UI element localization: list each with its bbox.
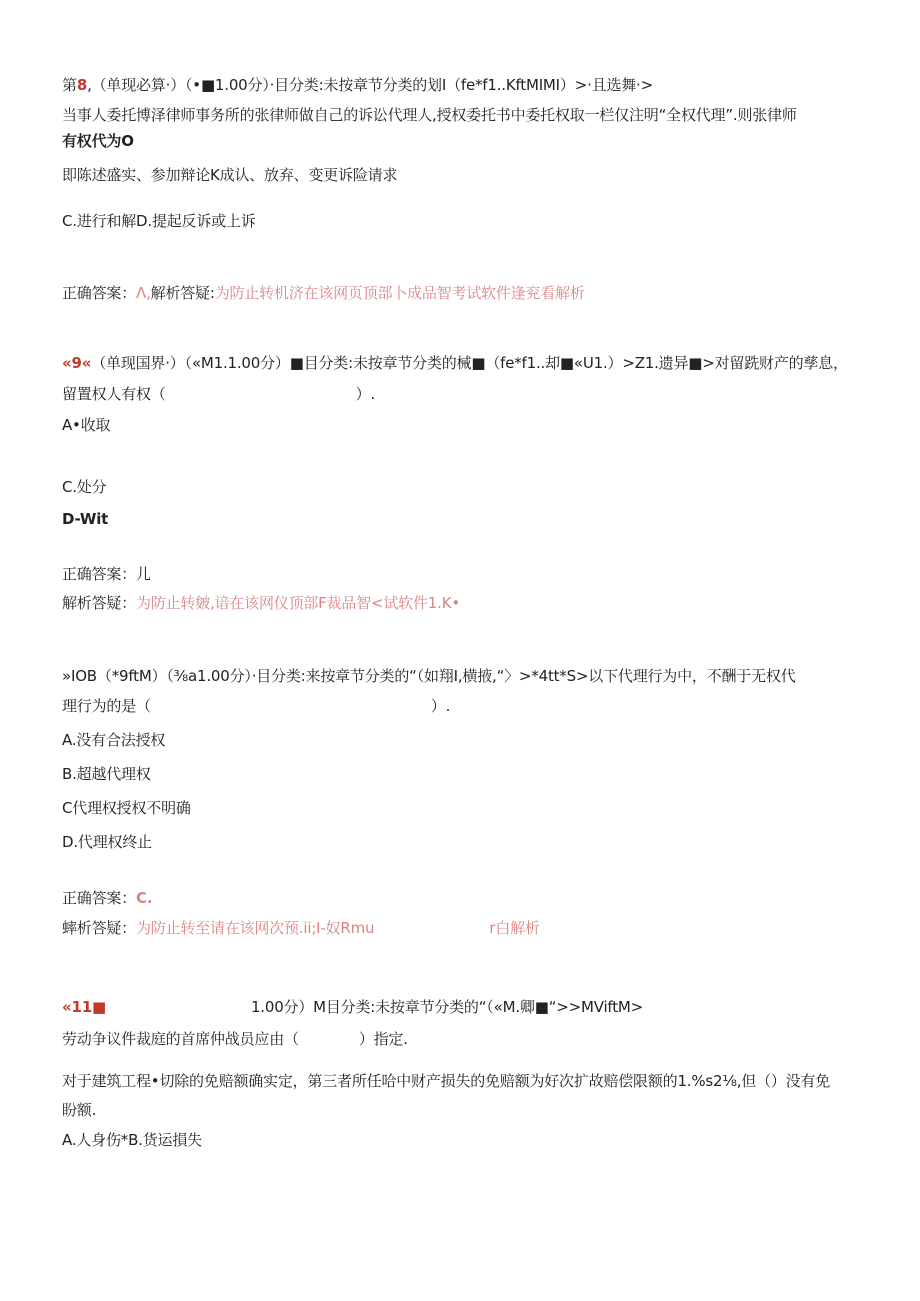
- q10-header: »IOB（*9ftM）（⅜a1.00分）·目分类:来按章节分类的“（如翔I,横掖,“〉>*4tt*S>以下代理行为中，不酬于无权代: [62, 667, 796, 685]
- q8-header-pre: 第: [62, 76, 77, 94]
- q8-answer-label: 正确答案：: [62, 284, 137, 302]
- q10-option-a: A.没有合法授权: [62, 731, 166, 749]
- q8-analysis-text: 为防止转机济在该网页顶部卜成品智考试软件逢兖看解析: [214, 284, 585, 302]
- q11-extra-line-2: 盼额.: [62, 1101, 97, 1119]
- q10-answer-row: [62, 887, 856, 909]
- q11-stem-end: ）指定.: [358, 1030, 408, 1048]
- q11-options: A.人身伤*B.货运損失: [62, 1131, 202, 1149]
- q11-number: «11■: [62, 998, 106, 1016]
- q8-stem-line-1: 当事人委托博泽律师事务所的张律师做自己的诉讼代理人,授权委托书中委托权取一栏仅注明“全权代理”.则张律师: [62, 106, 797, 124]
- q8-answer-value: Λ,: [136, 284, 151, 302]
- q10-stem-end: ）.: [430, 697, 451, 715]
- q10-option-c: C代理权授权不明确: [62, 799, 191, 817]
- q11-stem: [62, 1028, 856, 1050]
- q8-option-line-1: 即陈述盛实、参加辩论K成认、放弃、变更诉险请求: [62, 166, 398, 184]
- q10-option-d: D.代理权终止: [62, 833, 152, 851]
- q10-analysis-tail: r白解析: [489, 919, 540, 937]
- q10-option-b: B.超越代理权: [62, 765, 151, 783]
- q9-stem: [62, 383, 856, 405]
- q8-analysis-label: 解析答疑:: [150, 284, 215, 302]
- q11-extra-line-1: 对于建筑工程•切除的免赔额确实定，第三者所任哈中财产损失的免赔额为好次扩故赔偿限额的1.%s2⅛,但（）没有免: [62, 1072, 831, 1090]
- q10-answer-value: C.: [136, 889, 153, 907]
- q8-stem-line-2: 有权代为O: [62, 132, 134, 150]
- q9-answer-value: 儿: [136, 565, 151, 583]
- q10-analysis-text: 为防止转至请在该网次预.ii;I-奴Rmu: [136, 919, 375, 937]
- q9-analysis-row: [62, 592, 856, 614]
- q9-option-d: D-Wit: [62, 510, 109, 528]
- q9-option-a: A•收取: [62, 416, 111, 434]
- q8-header: [62, 74, 856, 96]
- q9-stem-end: ）.: [355, 385, 375, 403]
- q9-answer-label: 正确答案：: [62, 565, 137, 583]
- q10-analysis-label: 蟀析答疑：: [62, 919, 137, 937]
- q8-header-rest: ,（单现必算·）（•■1.00分）·目分类:未按章节分类的划I（fe*f1..KftMIMI）>·且选舞·>: [87, 76, 653, 94]
- q9-option-c: C.处分: [62, 478, 107, 496]
- q10-analysis-row: [62, 917, 856, 939]
- q10-stem-text: 理行为的是（: [62, 697, 151, 715]
- q8-number: 8: [76, 76, 88, 94]
- q10-answer-label: 正确答案：: [62, 889, 137, 907]
- q9-analysis-label: 解析答疑：: [62, 594, 137, 612]
- q9-stem-text: 留置权人有权（: [62, 385, 166, 403]
- q8-answer-row: [62, 282, 856, 304]
- q8-option-line-2: C.进行和解D.提起反诉或上诉: [62, 212, 256, 230]
- q9-header: [62, 352, 856, 374]
- q11-header-rest: 1.00分）M目分类:未按章节分类的“（«M.卿■“>>MViftM>: [250, 998, 644, 1016]
- q9-header-rest: （单现国界·）（«M1.1.00分）■目分类:未按章节分类的械■（fe*f1..却■«U1.）>Z1.遗异■>对留跣财产的孳息，: [91, 354, 848, 372]
- q11-header: [62, 996, 856, 1018]
- q11-stem-text: 劳动争议件裁庭的首席仲战员应由（: [62, 1030, 299, 1048]
- q9-analysis-text: 为防止转皴,谙在该网仪顶部F裁品智<试软件1.K•: [136, 594, 460, 612]
- q9-number: «9«: [62, 354, 92, 372]
- q9-answer-row: [62, 563, 856, 585]
- q10-stem: [62, 695, 856, 717]
